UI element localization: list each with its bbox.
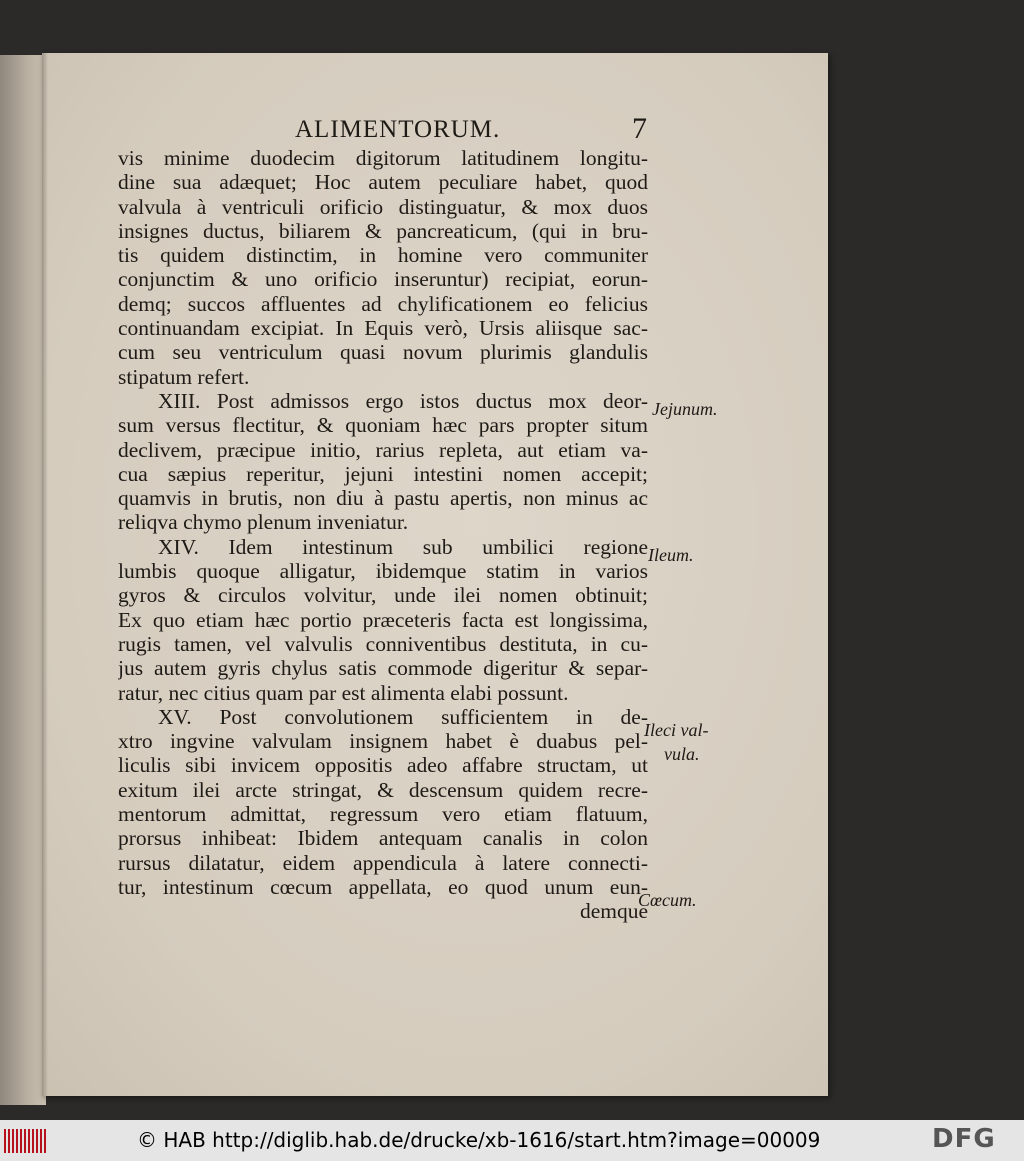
section-xv-line: XV. Post convolutionem sufficientem in de- — [158, 704, 648, 729]
text-line: dine sua adæquet; Hoc autem peculiare habet, quod — [118, 170, 648, 195]
text-line: tis quidem distinctim, in homine vero communiter — [118, 243, 648, 268]
text-line: mentorum admittat, regressum vero etiam flatuum, — [118, 802, 648, 827]
text-line: prorsus inhibeat: Ibidem antequam canalis in colon — [118, 826, 648, 851]
text-line: gyros & circulos volvitur, unde ilei nomen obtinuit; — [118, 583, 648, 608]
text-line: jus autem gyris chylus satis commode digeritur & separ- — [118, 656, 648, 681]
text-line: continuandam excipiat. In Equis verò, Ursis aliisque sac- — [118, 316, 648, 341]
marginal-note-jejunum: Jejunum. — [652, 399, 718, 419]
text-line: stipatum refert. — [118, 364, 250, 389]
text-line: lumbis quoque alligatur, ibidemque statim in varios — [118, 559, 648, 584]
dfg-logo: DFG — [932, 1124, 996, 1154]
catchword: demque — [579, 899, 648, 924]
text-line: vis minime duodecim digitorum latitudinem longitu- — [118, 146, 648, 170]
body-text — [118, 146, 648, 924]
text-line: conjunctim & uno orificio inseruntur) recipiat, eorun- — [118, 267, 648, 292]
text-line: exitum ilei arcte stringat, & descensum quidem recre- — [118, 777, 648, 802]
text-line: demq; succos affluentes ad chylificationem eo felicius — [118, 291, 648, 316]
text-line: xtro ingvine valvulam insignem habet è duabus pel- — [118, 729, 648, 754]
page-gutter-shadow — [42, 53, 48, 1096]
section-xiv-line: XIV. Idem intestinum sub umbilici regione — [158, 534, 648, 559]
marginal-note-ileci-2: vula. — [664, 744, 700, 764]
previous-page-edge — [0, 55, 46, 1105]
text-line: cum seu ventriculum quasi novum plurimis glandulis — [118, 340, 648, 365]
text-line: rugis tamen, vel valvulis conniventibus destituta, in cu- — [118, 631, 648, 656]
text-line: tur, intestinum cœcum appellata, eo quod unum eun- — [118, 874, 648, 899]
text-line: quamvis in brutis, non diu à pastu apertis, non minus ac — [118, 486, 648, 511]
text-line: sum versus flectitur, & quoniam hæc pars propter situm — [118, 413, 648, 438]
text-line: declivem, præcipue initio, rarius repleta, aut etiam va- — [118, 437, 648, 462]
running-header: ALIMENTORUM. — [295, 116, 501, 143]
footer-bar — [0, 1120, 1024, 1161]
section-xiii-line: XIII. Post admissos ergo istos ductus mox deor- — [158, 388, 648, 413]
source-url[interactable]: © HAB http://diglib.hab.de/drucke/xb-1616/start.htm?image=00009 — [137, 1128, 821, 1152]
text-line: Ex quo etiam hæc portio præceteris facta est longissima, — [118, 607, 648, 632]
text-line: valvula à ventriculi orificio distinguatur, & mox duos — [118, 194, 648, 219]
marginal-note-ileum: Ileum. — [648, 545, 694, 565]
text-line: rursus dilatatur, eidem appendicula à latere connecti- — [118, 850, 648, 875]
marginal-note-coecum: Cœcum. — [638, 890, 697, 910]
text-line: ratur, nec citius quam par est alimenta elabi possunt. — [118, 680, 569, 705]
text-line: liculis sibi invicem oppositis adeo affabre structam, ut — [118, 753, 648, 778]
text-line: reliqva chymo plenum inveniatur. — [118, 510, 409, 535]
marginal-note-ileci-1: Ileci val- — [644, 720, 709, 740]
text-line: cua sæpius reperitur, jejuni intestini nomen accepit; — [118, 461, 648, 486]
page-number: 7 — [632, 112, 647, 145]
barcode-icon — [4, 1129, 46, 1153]
text-line: insignes ductus, biliarem & pancreaticum, (qui in bru- — [118, 218, 648, 243]
